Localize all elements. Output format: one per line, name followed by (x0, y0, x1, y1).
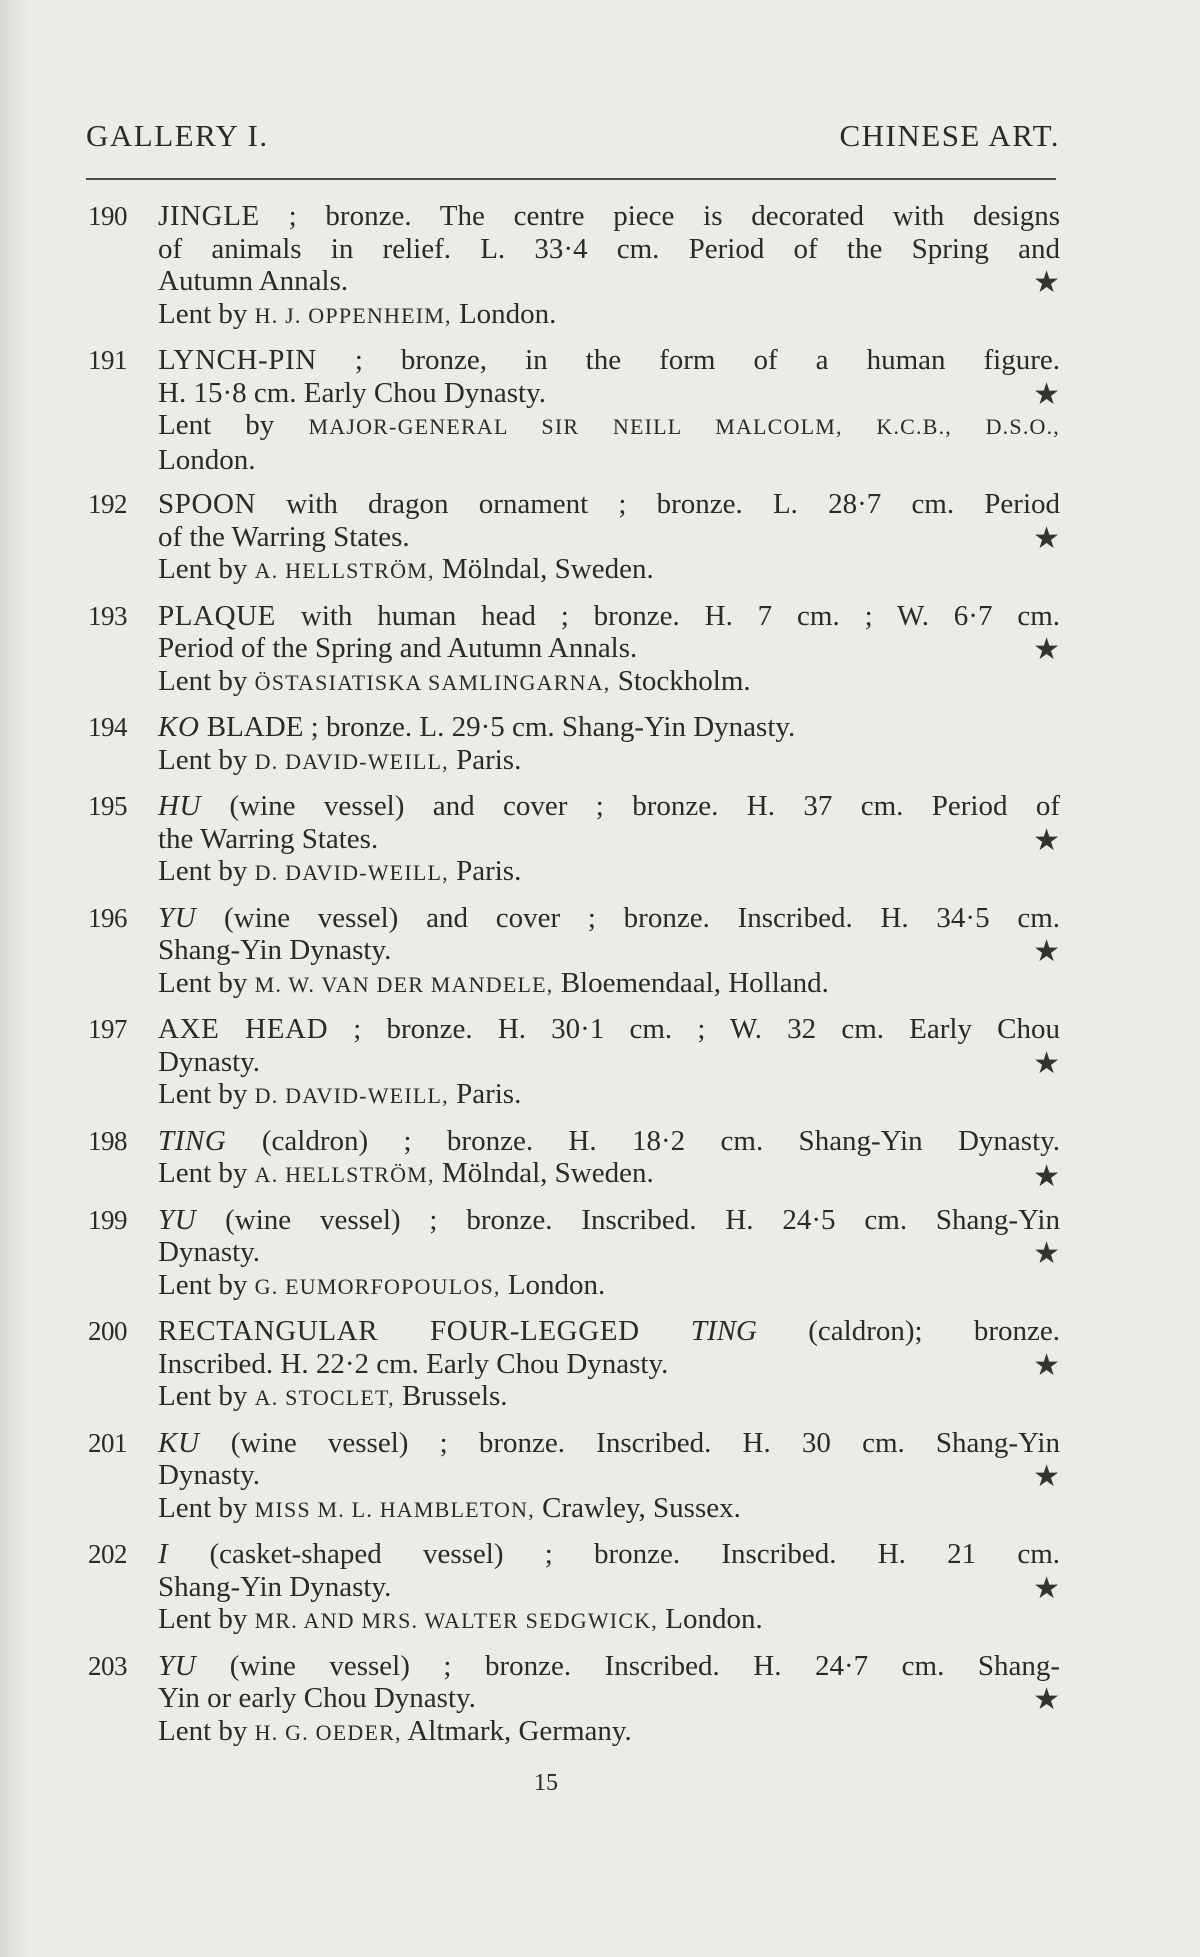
entry-title: LYNCH-PIN (158, 344, 317, 376)
lender-place: Brussels. (402, 1380, 508, 1412)
lender-name: A. HELLSTRÖM, (254, 1162, 435, 1187)
lender-place: Crawley, Sussex. (542, 1491, 741, 1524)
catalogue-entry (88, 488, 1060, 588)
entry-title: YU (158, 1649, 197, 1682)
page-number: 15 (534, 1770, 558, 1796)
lender-name: M. W. VAN DER MANDELE, (254, 971, 554, 997)
lent-by-label: Lent by (158, 1078, 248, 1110)
entry-title: YU (158, 901, 197, 934)
lender-name: A. STOCLET, (254, 1385, 395, 1410)
lender-place: London. (158, 443, 256, 476)
lender-place: Paris. (456, 1078, 522, 1110)
catalogue-entry (88, 1315, 1060, 1415)
catalogue-entry (88, 1125, 1060, 1192)
lender-name: MISS M. L. HAMBLETON, (254, 1496, 535, 1522)
entry-description: with human head ; bronze. H. 7 cm. ; W. 6·7 cm. (300, 599, 1061, 632)
star-icon: ★ (1033, 1046, 1060, 1080)
lender-place: Mölndal, Sweden. (441, 1157, 654, 1189)
entry-description-line: Autumn Annals. (158, 265, 349, 297)
catalogue-entry (88, 1538, 1060, 1638)
lent-by-label: Lent by (158, 1491, 248, 1524)
entry-description: (wine vessel) ; bronze. Inscribed. H. 24·7 cm. Shang- (229, 1649, 1060, 1682)
entry-description: (caldron) ; bronze. H. 18·2 cm. Shang-Yin Dynasty. (261, 1124, 1061, 1157)
catalogue-entries (88, 200, 1060, 1761)
entry-description-line: Shang-Yin Dynasty. (158, 934, 392, 966)
entry-description: (wine vessel) ; bronze. Inscribed. H. 30 cm. Shang-Yin (230, 1426, 1060, 1459)
entry-description-line: of animals in relief. L. 33·4 cm. Period of the Spring and (158, 232, 1060, 265)
lender-name: A. HELLSTRÖM, (254, 558, 435, 583)
entry-title: KO (158, 711, 200, 743)
entry-number: 196 (88, 902, 127, 933)
entry-title: PLAQUE (158, 599, 276, 632)
lender-name: ÖSTASIATISKA SAMLINGARNA, (254, 669, 611, 695)
entry-description-line: Inscribed. H. 22·2 cm. Early Chou Dynasty. (158, 1347, 669, 1380)
lender-name: D. DAVID-WEILL, (254, 860, 449, 885)
catalogue-entry (88, 790, 1060, 890)
lender-place: London. (665, 1603, 763, 1635)
lender-name: G. EUMORFOPOULOS, (254, 1273, 501, 1299)
entry-description-line: Shang-Yin Dynasty. (158, 1570, 392, 1603)
lent-by-label: Lent by (158, 855, 248, 887)
lender-place: London. (507, 1268, 606, 1301)
lent-by-label: Lent by (158, 1603, 248, 1635)
gallery-label: GALLERY I. (86, 118, 269, 153)
catalogue-entry (88, 711, 1060, 778)
catalogue-entry (88, 600, 1060, 700)
lent-by-label: Lent by (158, 409, 275, 441)
entry-title: AXE HEAD (158, 1013, 329, 1045)
entry-number: 200 (88, 1316, 127, 1346)
entry-number: 193 (88, 600, 127, 631)
entry-description-line: of the Warring States. (158, 520, 410, 553)
lender-name: D. DAVID-WEILL, (254, 748, 449, 774)
lender-place: Paris. (456, 743, 522, 776)
star-icon: ★ (1033, 1160, 1060, 1193)
star-icon: ★ (1033, 1571, 1060, 1605)
section-label: CHINESE ART. (839, 118, 1060, 153)
entry-title: JINGLE (158, 200, 260, 232)
entry-title: SPOON (158, 488, 257, 520)
entry-number: 203 (88, 1650, 127, 1681)
lender-place: Mölndal, Sweden. (441, 553, 654, 585)
header-rule (86, 178, 1056, 180)
entry-number: 197 (88, 1014, 127, 1044)
entry-description-line: H. 15·8 cm. Early Chou Dynasty. (158, 376, 546, 409)
entry-description: BLADE ; bronze. L. 29·5 cm. Shang-Yin Dynasty. (206, 711, 796, 743)
catalogue-entry (88, 1204, 1060, 1304)
entry-description: with dragon ornament ; bronze. L. 28·7 cm. Period (286, 488, 1061, 520)
lender-place: Bloemendaal, Holland. (560, 966, 829, 999)
catalogue-entry (88, 902, 1060, 1002)
entry-description: (casket-shaped vessel) ; bronze. Inscribed. H. 21 cm. (209, 1538, 1061, 1570)
entry-description: ; bronze. The centre piece is decorated with designs (288, 200, 1061, 232)
star-icon: ★ (1033, 633, 1060, 666)
lent-by-label: Lent by (158, 743, 248, 776)
entry-number: 194 (88, 712, 127, 742)
entry-description: (caldron); bronze. (808, 1315, 1061, 1347)
lender-place: Paris. (456, 855, 522, 887)
catalogue-entry (88, 1650, 1060, 1750)
entry-description: ; bronze. H. 30·1 cm. ; W. 32 cm. Early Chou (353, 1013, 1060, 1045)
lender-place: Stockholm. (617, 664, 751, 697)
entry-description: ; bronze, in the form of a human figure. (354, 344, 1061, 376)
star-icon: ★ (1033, 1348, 1060, 1382)
catalogue-entry (88, 1013, 1060, 1113)
entry-description-line: Dynasty. (158, 1459, 261, 1491)
star-icon: ★ (1033, 377, 1060, 411)
entry-description: (wine vessel) and cover ; bronze. H. 37 cm. Period of (229, 790, 1060, 822)
entry-number: 202 (88, 1539, 127, 1569)
lent-by-label: Lent by (158, 1380, 248, 1412)
entry-number: 201 (88, 1427, 127, 1458)
lender-place: London. (458, 297, 557, 330)
catalogue-entry (88, 344, 1060, 476)
star-icon: ★ (1033, 1237, 1060, 1270)
star-icon: ★ (1033, 266, 1060, 299)
entry-number: 199 (88, 1204, 127, 1235)
lent-by-label: Lent by (158, 1157, 248, 1189)
lender-name: MR. AND MRS. WALTER SEDGWICK, (254, 1608, 658, 1633)
entry-description-line: Yin or early Chou Dynasty. (158, 1682, 476, 1714)
star-icon: ★ (1033, 823, 1060, 857)
entry-number: 192 (88, 489, 127, 519)
lent-by-label: Lent by (158, 297, 248, 330)
lender-name: H. G. OEDER, (254, 1719, 402, 1745)
lent-by-label: Lent by (158, 966, 248, 999)
catalogue-entry (88, 1427, 1060, 1527)
entry-number: 198 (88, 1125, 127, 1156)
entry-title: HU (158, 790, 202, 822)
entry-title: RECTANGULAR FOUR-LEGGED (158, 1315, 640, 1347)
lender-place: Altmark, Germany. (407, 1714, 632, 1747)
entry-title-italic: TING (690, 1315, 757, 1347)
entry-number: 195 (88, 791, 127, 821)
entry-description-line: Dynasty. (158, 1236, 261, 1268)
lent-by-label: Lent by (158, 553, 248, 585)
running-header (86, 118, 1060, 154)
star-icon: ★ (1033, 1460, 1060, 1493)
lent-by-label: Lent by (158, 664, 248, 697)
entry-title: YU (158, 1203, 197, 1236)
entry-title: TING (158, 1124, 227, 1157)
entry-number: 190 (88, 201, 127, 231)
lent-by-label: Lent by (158, 1714, 248, 1747)
entry-description-line: the Warring States. (158, 822, 379, 855)
entry-description: (wine vessel) ; bronze. Inscribed. H. 24·5 cm. Shang-Yin (225, 1203, 1060, 1236)
entry-description-line: Dynasty. (158, 1045, 261, 1078)
star-icon: ★ (1033, 1683, 1060, 1716)
entry-description-line: Period of the Spring and Autumn Annals. (158, 632, 638, 664)
lender-name: MAJOR-GENERAL SIR NEILL MALCOLM, K.C.B., D.S.O., (308, 414, 1061, 439)
lender-name: H. J. OPPENHEIM, (254, 302, 452, 328)
entry-description: (wine vessel) and cover ; bronze. Inscribed. H. 34·5 cm. (224, 901, 1060, 934)
catalogue-entry (88, 200, 1060, 332)
star-icon: ★ (1033, 521, 1060, 555)
entry-number: 191 (88, 345, 127, 375)
star-icon: ★ (1033, 935, 1060, 968)
lender-name: D. DAVID-WEILL, (254, 1083, 449, 1108)
lent-by-label: Lent by (158, 1268, 248, 1301)
entry-title: KU (158, 1426, 200, 1459)
entry-title: I (158, 1538, 169, 1570)
